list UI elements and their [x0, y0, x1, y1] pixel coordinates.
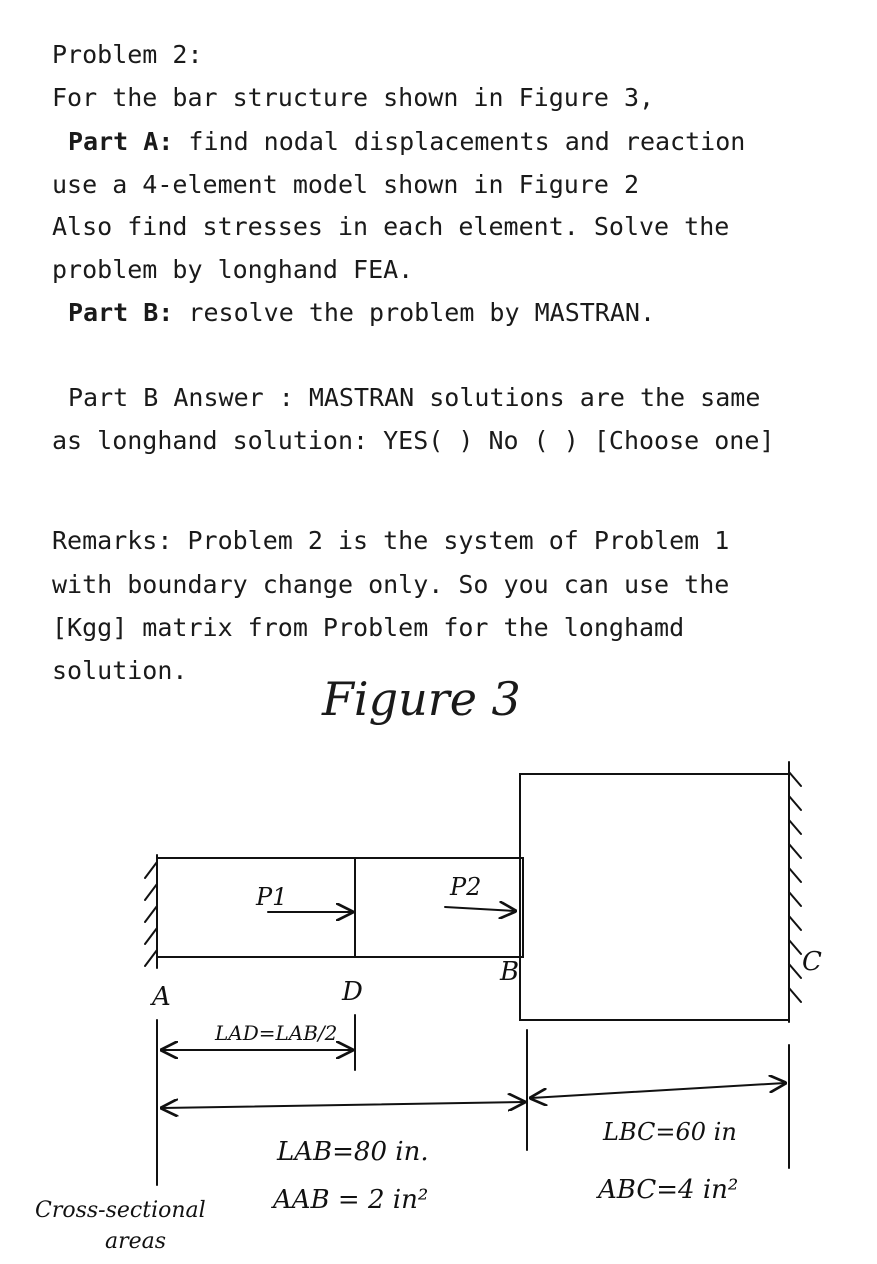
part-a-line2: use a 4-element model shown in Figure 2 — [52, 170, 639, 199]
cross-section-label-line1: Cross-sectional — [35, 1198, 206, 1223]
dimension-bc-label: LBC=60 in — [603, 1118, 737, 1146]
area-ab-label: AAB = 2 in² — [273, 1185, 429, 1215]
answer-text: : MASTRAN solutions are the same — [263, 383, 761, 412]
part-a-label: Part A: — [68, 127, 174, 156]
remarks-line1: Remarks: Problem 2 is the system of Problem 1 — [52, 526, 730, 555]
part-a-text: find nodal displacements and reaction — [173, 127, 746, 156]
load-p1-label: P1 — [256, 883, 288, 911]
load-p2-arrow — [445, 907, 515, 911]
problem-intro: For the bar structure shown in Figure 3, — [52, 83, 655, 112]
figure-title: Figure 3 — [322, 672, 521, 726]
area-bc-label: ABC=4 in² — [598, 1175, 739, 1205]
node-a-label: A — [152, 982, 171, 1012]
answer-label: Part B Answer — [68, 383, 264, 412]
node-d-label: D — [342, 977, 363, 1007]
dimension-ad-label: LAD=LAB/2 — [215, 1021, 338, 1045]
dimension-ab-label: LAB=80 in. — [277, 1137, 429, 1167]
part-a-line4: problem by longhand FEA. — [52, 255, 414, 284]
problem-heading: Problem 2: — [52, 40, 203, 69]
node-b-label: B — [500, 957, 520, 987]
bar-bc — [520, 774, 789, 1020]
part-b-label: Part B: — [68, 298, 174, 327]
remarks-line3: [Kgg] matrix from Problem for the longhamd — [52, 613, 685, 642]
cross-section-label-line2: areas — [105, 1229, 167, 1254]
remarks-line2: with boundary change only. So you can use the — [52, 570, 730, 599]
right-wall-hatch — [789, 772, 801, 1002]
answer-line2: as longhand solution: YES( ) No ( ) [Choose one] — [52, 426, 775, 455]
left-wall-hatch — [145, 862, 157, 966]
part-a-line3: Also find stresses in each element. Solve the — [52, 212, 730, 241]
remarks-line4: solution. — [52, 656, 188, 685]
dimension-ab-arrow — [162, 1102, 524, 1108]
load-p2-label: P2 — [450, 873, 482, 901]
part-b-text: resolve the problem by MASTRAN. — [173, 298, 655, 327]
dimension-bc-arrow — [531, 1083, 785, 1098]
node-c-label: C — [802, 947, 822, 977]
